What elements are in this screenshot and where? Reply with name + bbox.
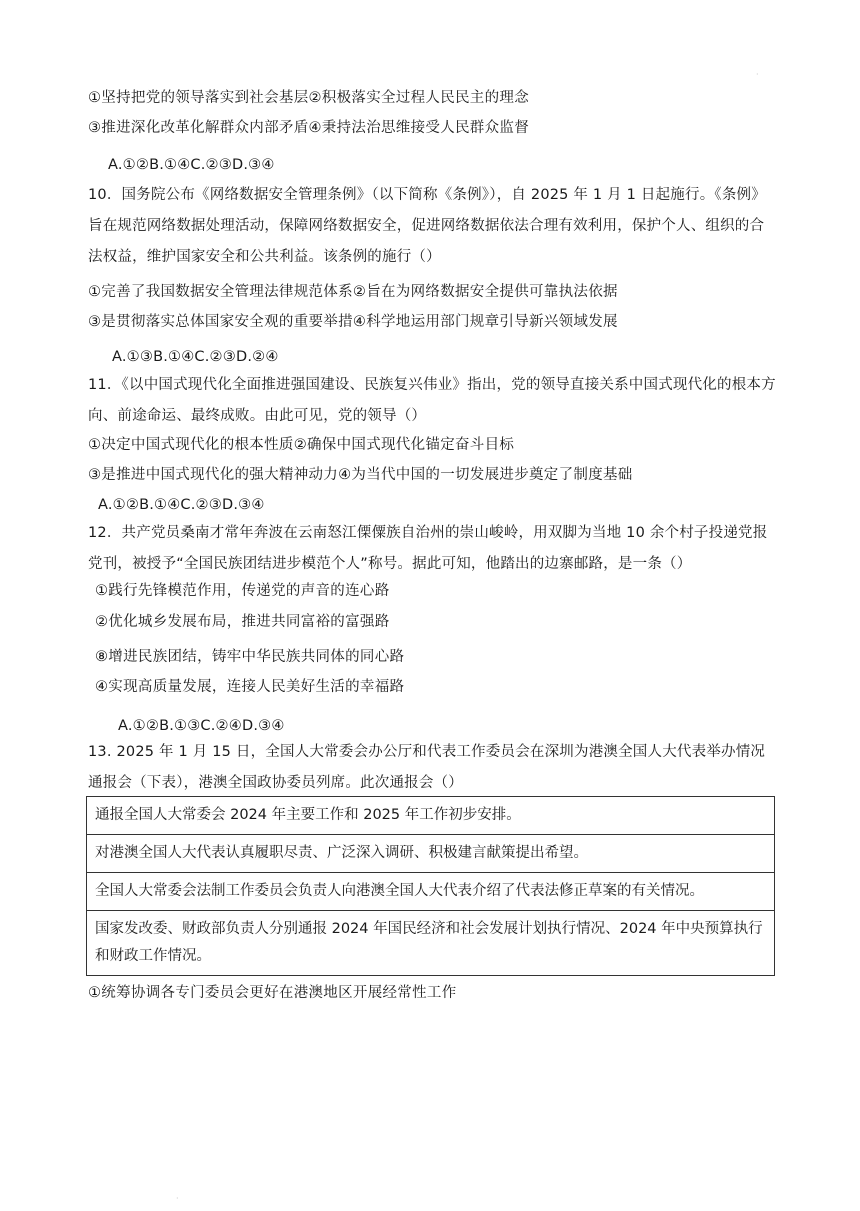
- table-cell: 全国人大常委会法制工作委员会负责人向港澳全国人大代表介绍了代表法修正草案的有关情况。: [87, 873, 775, 911]
- q12-option-1: ①践行先锋模范作用，传递党的声音的连心路: [95, 583, 390, 599]
- table-row: [87, 873, 775, 911]
- q11-answer-choices: A.①②B.①④C.②③D.③④: [98, 497, 265, 513]
- q11-option-1-2: ①决定中国式现代化的根本性质②确保中国式现代化锚定奋斗目标: [88, 437, 515, 453]
- table-row: [87, 911, 775, 976]
- table-row: [87, 797, 775, 835]
- q9-option-1-2: ①坚持把党的领导落实到社会基层②积极落实全过程人民民主的理念: [88, 90, 529, 106]
- table-cell: 通报全国人大常委会 2024 年主要工作和 2025 年工作初步安排。: [87, 797, 775, 835]
- corner-mark: ·: [756, 70, 759, 79]
- q10-option-3-4: ③是贯彻落实总体国家安全观的重要举措④科学地运用部门规章引导新兴领域发展: [88, 314, 618, 330]
- q10-option-1-2: ①完善了我国数据安全管理法律规范体系②旨在为网络数据安全提供可靠执法依据: [88, 284, 618, 300]
- q12-answer-choices: A.①②B.①③C.②④D.③④: [118, 718, 285, 734]
- q11-option-3-4: ③是推进中国式现代化的强大精神动力④为当代中国的一切发展进步奠定了制度基础: [88, 467, 633, 483]
- q13-stem: 13. 2025 年 1 月 15 日，全国人大常委会办公厅和代表工作委员会在深圳为港澳全国人大代表举办情况通报会（下表），港澳全国政协委员列席。此次通报会（）: [88, 744, 766, 791]
- q13-info-table: [86, 796, 775, 976]
- q9-option-3-4: ③推进深化改革化解群众内部矛盾④秉持法治思维接受人民群众监督: [88, 120, 529, 136]
- q11-stem: 11．《以中国式现代化全面推进强国建设、民族复兴伟业》指出，党的领导直接关系中国式现代化的根本方向、前途命运、最终成败。由此可见，党的领导（）: [88, 377, 776, 424]
- table-cell: 国家发改委、财政部负责人分别通报 2024 年国民经济和社会发展计划执行情况、2024 年中央预算执行和财政工作情况。: [87, 911, 775, 976]
- table-cell: 对港澳全国人大代表认真履职尽责、广泛深入调研、积极建言献策提出希望。: [87, 835, 775, 873]
- q10-answer-choices: A.①③B.①④C.②③D.②④: [112, 349, 279, 365]
- q9-answer-choices: A.①②B.①④C.②③D.③④: [108, 157, 275, 173]
- corner-mark: ·: [176, 1194, 179, 1203]
- q10-stem: 10．国务院公布《网络数据安全管理条例》（以下简称《条例》），自 2025 年 1 月 1 日起施行。《条例》旨在规范网络数据处理活动，保障网络数据安全，促进网络数据依法合理有效利用，保护个人、组织的合法权益，维护国家安全和公共利益。该条例的施行（）: [88, 187, 766, 265]
- q13-option-1: ①统筹协调各专门委员会更好在港澳地区开展经常性工作: [88, 985, 457, 1001]
- q12-option-4: ④实现高质量发展，连接人民美好生活的幸福路: [95, 679, 405, 695]
- q12-option-2: ②优化城乡发展布局，推进共同富裕的富强路: [95, 614, 390, 630]
- q12-stem: 12．共产党员桑南才常年奔波在云南怒江傈僳族自治州的崇山峻岭，用双脚为当地 10 余个村子投递党报党刊，被授予“全国民族团结进步模范个人”称号。据此可知，他踏出的边寨邮路，是一条（）: [88, 525, 768, 572]
- table-row: [87, 835, 775, 873]
- q12-option-3: ⑧增进民族团结，铸牢中华民族共同体的同心路: [95, 649, 405, 665]
